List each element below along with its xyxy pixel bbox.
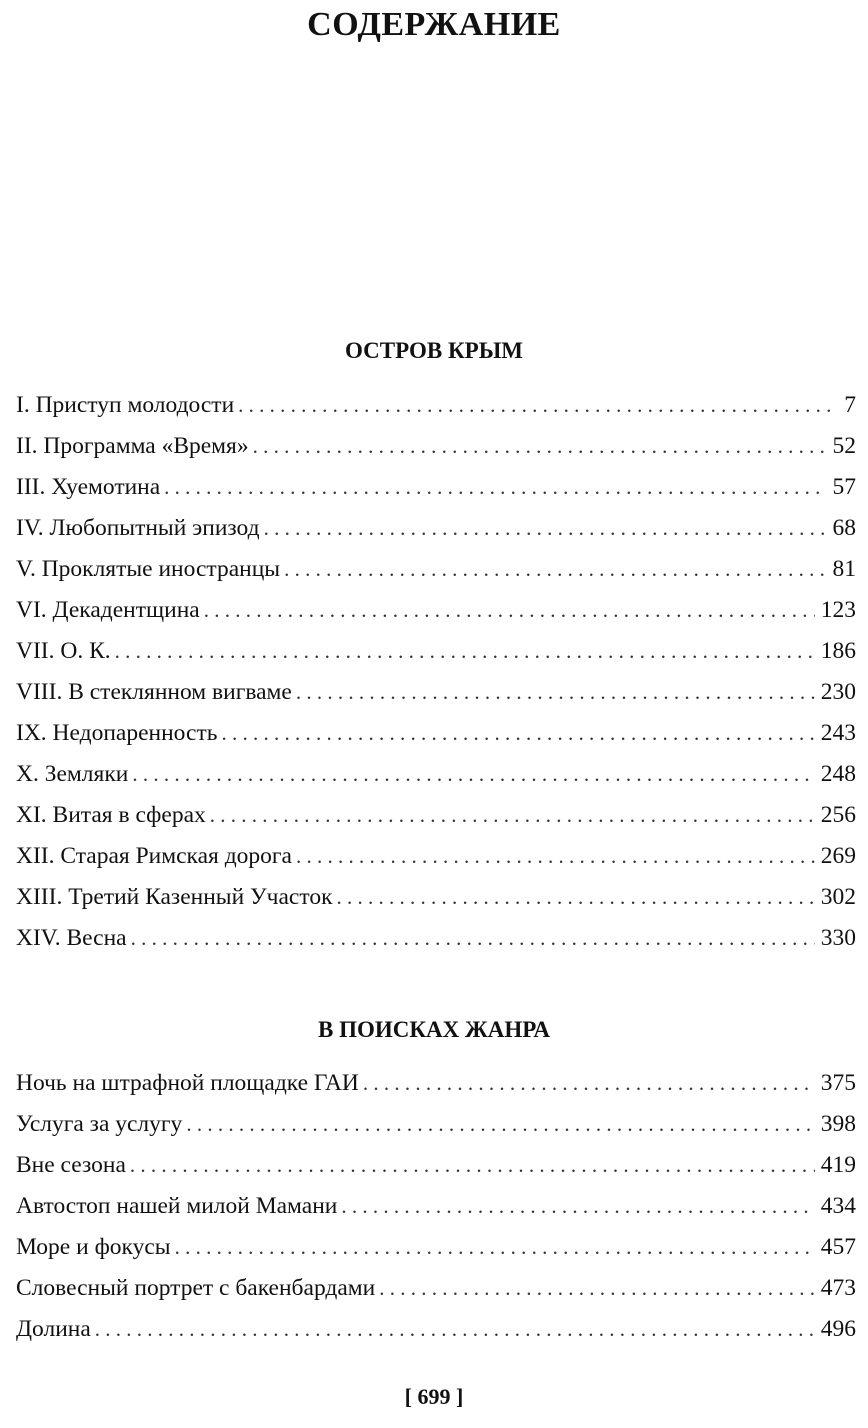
dot-leader [284, 554, 826, 584]
toc-entry [16, 554, 856, 595]
section-title: В ПОИСКАХ ЖАНРА [318, 1017, 550, 1042]
entry-page-number: 52 [832, 433, 856, 459]
dot-leader [264, 513, 827, 543]
toc-entry [16, 472, 856, 513]
toc-entry [16, 390, 856, 431]
entry-page-number: 230 [820, 679, 856, 705]
entry-page-number: 256 [820, 802, 856, 828]
entry-title: IX. Недопаренность [16, 720, 218, 746]
dot-leader [296, 677, 815, 707]
toc-entry [16, 718, 856, 759]
entry-title: X. Земляки [16, 761, 129, 787]
toc-entry [16, 1232, 856, 1273]
dot-leader [131, 923, 815, 953]
entry-page-number: 496 [820, 1316, 856, 1342]
toc-entry [16, 800, 856, 841]
entry-page-number: 243 [820, 720, 856, 746]
dot-leader [95, 1314, 815, 1344]
entry-page-number: 375 [820, 1070, 856, 1096]
entry-title: VIII. В стеклянном вигваме [16, 679, 292, 705]
toc-entry [16, 923, 856, 964]
dot-leader [115, 636, 815, 666]
dot-leader [132, 759, 814, 789]
dot-leader [341, 1191, 814, 1221]
dot-leader [186, 1109, 814, 1139]
dot-leader [204, 595, 815, 625]
toc-entry [16, 1314, 856, 1355]
toc-entry [16, 759, 856, 800]
entry-title: XII. Старая Римская дорога [16, 843, 292, 869]
dot-leader [164, 472, 826, 502]
page-title: СОДЕРЖАНИЕ [307, 6, 561, 43]
entry-title: II. Программа «Время» [16, 433, 249, 459]
entry-title: Услуга за услугу [16, 1111, 183, 1137]
entry-page-number: 68 [832, 515, 856, 541]
entry-title: Море и фокусы [16, 1234, 171, 1260]
toc-entry [16, 841, 856, 882]
toc-entry [16, 1191, 856, 1232]
toc-entry [16, 431, 856, 472]
entry-page-number: 330 [820, 925, 856, 951]
entry-page-number: 81 [832, 556, 856, 582]
toc-entry [16, 1068, 856, 1109]
toc-entry [16, 677, 856, 718]
dot-leader [130, 1150, 815, 1180]
entry-page-number: 57 [832, 474, 856, 500]
dot-leader [363, 1068, 815, 1098]
dot-leader [296, 841, 815, 871]
dot-leader [238, 390, 838, 420]
entry-title: I. Приступ молодости [16, 392, 235, 418]
dot-leader [175, 1232, 815, 1262]
dot-leader [379, 1273, 815, 1303]
toc-entry [16, 1273, 856, 1314]
entry-title: Долина [16, 1316, 91, 1342]
toc-entry [16, 1109, 856, 1150]
entry-page-number: 434 [820, 1193, 856, 1219]
entry-title: IV. Любопытный эпизод [16, 515, 260, 541]
entry-page-number: 302 [820, 884, 856, 910]
entry-title: XIII. Третий Казенный Участок [16, 884, 333, 910]
toc-entry [16, 882, 856, 923]
dot-leader [221, 718, 814, 748]
entry-page-number: 398 [820, 1111, 856, 1137]
toc-entry [16, 513, 856, 554]
entry-title: V. Проклятые иностранцы [16, 556, 281, 582]
entry-title: Словесный портрет с бакенбардами [16, 1275, 376, 1301]
entry-page-number: 123 [820, 597, 856, 623]
entry-title: VI. Декадентщина [16, 597, 200, 623]
toc-entry [16, 636, 856, 677]
entry-page-number: 473 [820, 1275, 856, 1301]
toc-entry [16, 1150, 856, 1191]
section-title: ОСТРОВ КРЫМ [344, 338, 524, 363]
page-number: [ 699 ] [404, 1384, 464, 1409]
toc-entry [16, 595, 856, 636]
entry-title: Вне сезона [16, 1152, 126, 1178]
entry-title: III. Хуемотина [16, 474, 161, 500]
dot-leader [253, 431, 827, 461]
entry-title: XI. Витая в сферах [16, 802, 206, 828]
entry-page-number: 419 [820, 1152, 856, 1178]
entry-page-number: 269 [820, 843, 856, 869]
entry-title: Ночь на штрафной площадке ГАИ [16, 1070, 359, 1096]
entry-page-number: 457 [820, 1234, 856, 1260]
entry-title: Автостоп нашей милой Мамани [16, 1193, 338, 1219]
dot-leader [210, 800, 815, 830]
entry-title: VII. О. К. [16, 638, 111, 664]
toc-list [16, 1068, 856, 1355]
entry-title: XIV. Весна [16, 925, 127, 951]
entry-page-number: 186 [820, 638, 856, 664]
entry-page-number: 248 [820, 761, 856, 787]
entry-page-number: 7 [844, 392, 856, 418]
dot-leader [336, 882, 814, 912]
toc-list [16, 390, 856, 964]
